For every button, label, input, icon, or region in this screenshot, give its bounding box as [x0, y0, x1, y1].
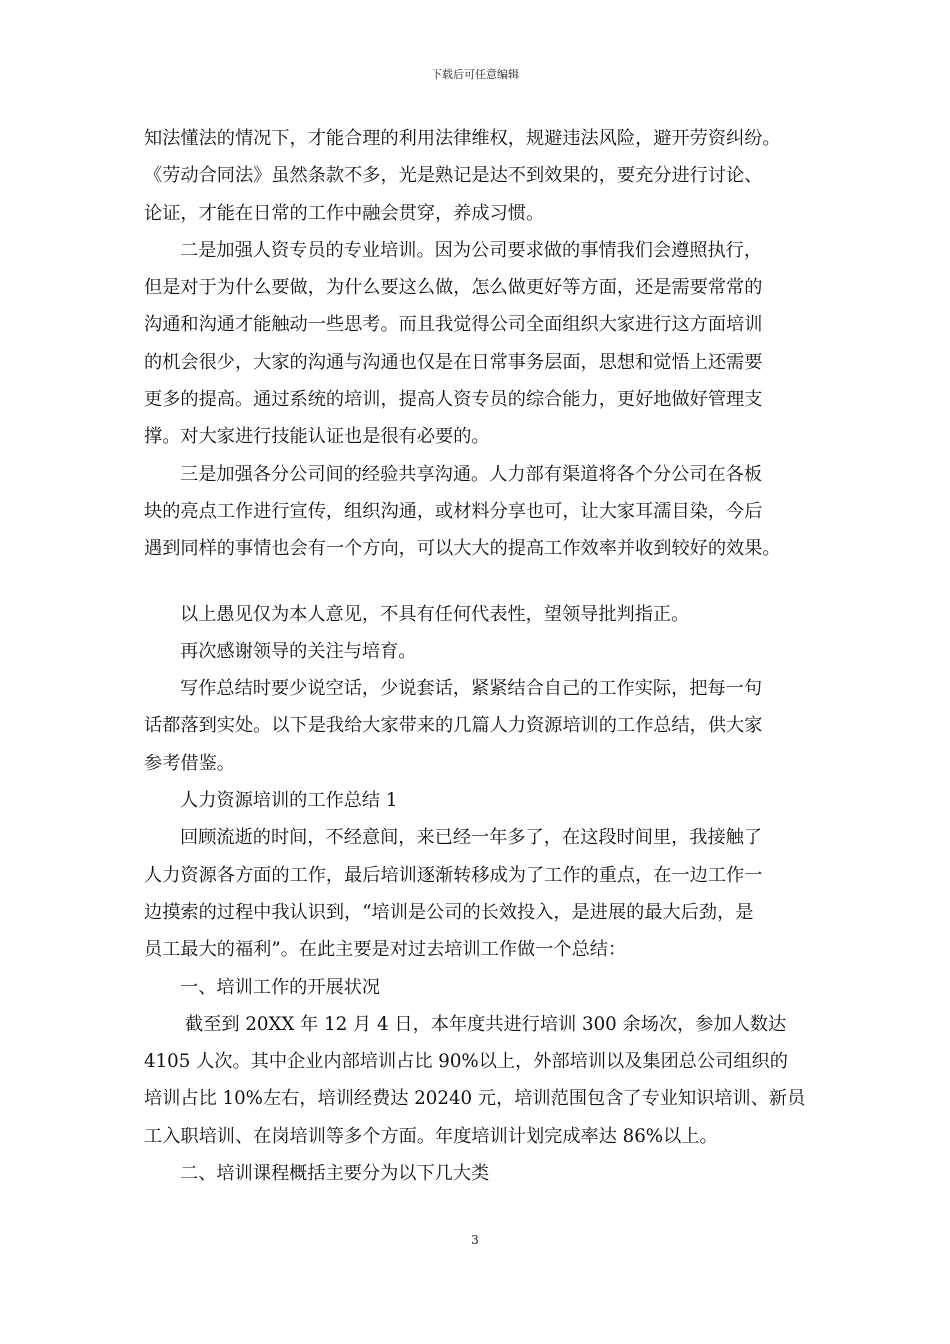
paragraph-line: 参考借鉴。	[144, 752, 235, 774]
section-title: 人力资源培训的工作总结 1	[180, 790, 398, 812]
paragraph-line: 但是对于为什么要做，为什么要这么做，怎么做更好等方面，还是需要常常的	[144, 277, 763, 299]
paragraph-line: 二是加强人资专员的专业培训。因为公司要求做的事情我们会遵照执行，	[180, 239, 763, 261]
paragraph-line: 更多的提高。通过系统的培训，提高人资专员的综合能力，更好地做好管理支	[144, 389, 763, 411]
paragraph-line: 块的亮点工作进行宣传，组织沟通，或材料分享也可，让大家耳濡目染，今后	[144, 500, 763, 522]
paragraph-line: 再次感谢领导的关注与培育。	[180, 640, 417, 662]
paragraph-gap	[144, 568, 824, 596]
paragraph-line: 撑。对大家进行技能认证也是很有必要的。	[144, 426, 490, 448]
paragraph-line: 遇到同样的事情也会有一个方向，可以大大的提高工作效率并收到较好的效果。	[144, 538, 781, 560]
paragraph-line: 知法懂法的情况下，才能合理的利用法律维权，规避违法风险，避开劳资纠纷。	[144, 128, 781, 149]
paragraph-line: 培训占比 10%左右，培训经费达 20240 元，培训范围包含了专业知识培训、新员	[144, 1088, 806, 1110]
paragraph-line: 三是加强各分公司间的经验共享沟通。人力部有渠道将各个分公司在各板	[180, 463, 763, 485]
page-header: 下载后可任意编辑	[431, 68, 519, 81]
paragraph-line: 回顾流逝的时间，不经意间，来已经一年多了，在这段时间里，我接触了	[180, 827, 763, 849]
paragraph-line: 话都落到实处。以下是我给大家带来的几篇人力资源培训的工作总结，供大家	[144, 715, 763, 737]
section-heading: 二、培训课程概括主要分为以下几大类	[180, 1163, 490, 1185]
paragraph-line: 论证，才能在日常的工作中融会贯穿，养成习惯。	[144, 202, 545, 224]
document-body	[144, 120, 824, 1192]
section-heading: 一、培训工作的开展状况	[180, 976, 381, 998]
paragraph-line: 的机会很少，大家的沟通与沟通也仅是在日常事务层面，思想和觉悟上还需要	[144, 351, 763, 373]
paragraph-line: 4105 人次。其中企业内部培训占比 90%以上，外部培训以及集团总公司组织的	[144, 1051, 788, 1073]
paragraph-line: 《劳动合同法》虽然条款不多，光是熟记是达不到效果的，要充分进行讨论、	[144, 165, 763, 187]
paragraph-line: 员工最大的福利”。在此主要是对过去培训工作做一个总结：	[144, 939, 627, 961]
paragraph-line: 人力资源各方面的工作，最后培训逐渐转移成为了工作的重点，在一边工作一	[144, 864, 763, 886]
paragraph-line: 以上愚见仅为本人意见，不具有任何代表性，望领导批判指正。	[180, 603, 690, 625]
paragraph-line: 沟通和沟通才能触动一些思考。而且我觉得公司全面组织大家进行这方面培训	[144, 314, 763, 336]
paragraph-line: 边摸索的过程中我认识到，“培训是公司的长效投入，是进展的最大后劲，是	[144, 901, 754, 923]
page-number: 3	[471, 1233, 479, 1247]
paragraph-line: 写作总结时要少说空话，少说套话，紧紧结合自己的工作实际，把每一句	[180, 678, 763, 700]
paragraph-line: 工入职培训、在岗培训等多个方面。年度培训计划完成率达 86%以上。	[144, 1125, 718, 1147]
paragraph-line: 截至到 20XX 年 12 月 4 日，本年度共进行培训 300 余场次，参加人数达	[185, 1013, 787, 1035]
